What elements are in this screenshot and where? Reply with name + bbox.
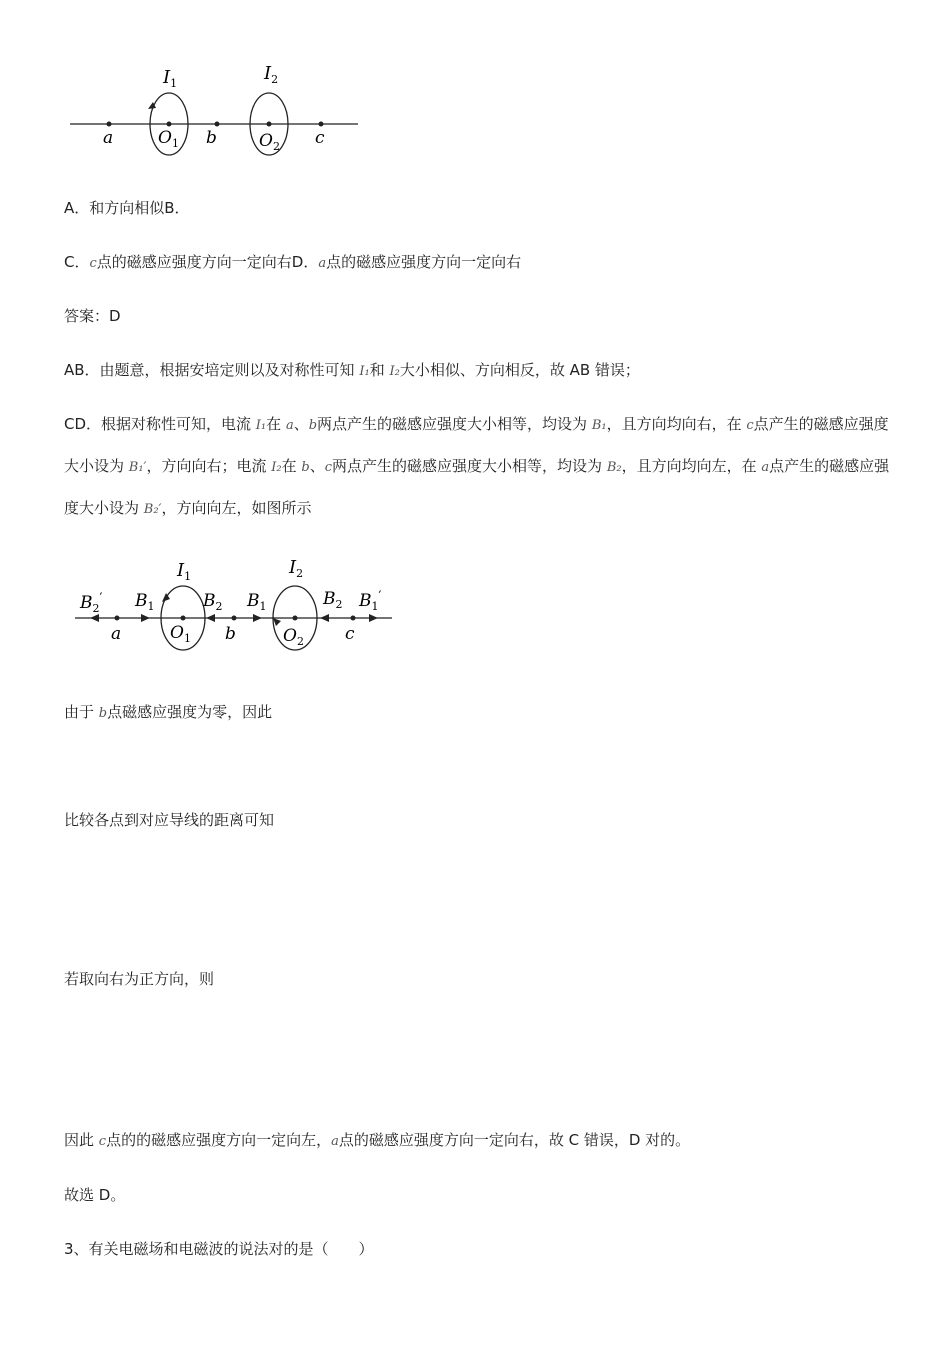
arrow-b2-left-b-icon	[206, 614, 215, 622]
conclusion-text-2: 点的的磁感应强度方向一定向左，	[106, 1131, 332, 1149]
question-3: 3、有关电磁场和电磁波的说法对的是（ ）	[64, 1240, 374, 1258]
text-positive-direction: 若取向右为正方向，则	[64, 970, 215, 988]
point-c	[319, 122, 324, 127]
option-d-var: a	[318, 256, 327, 271]
cd-var-9: c	[324, 460, 333, 475]
cd-text-4: 两点产生的磁感应强度大小相等，均设为	[317, 415, 592, 433]
label-b: b	[225, 624, 236, 644]
point-b	[232, 616, 237, 621]
cd-var-3: b	[308, 418, 318, 433]
cd-text-6: 点产生的磁感应强度大小设为	[64, 415, 889, 475]
option-line-ab	[64, 198, 190, 218]
current-arrow-i2-icon	[273, 618, 281, 626]
conclusion-var-c: c	[98, 1134, 107, 1149]
option-b: B．	[164, 199, 190, 217]
cd-text-3: 、	[293, 415, 309, 433]
figure-1-two-loops	[60, 55, 370, 165]
point-o2	[293, 616, 298, 621]
cd-var-1: I₁	[255, 418, 267, 433]
cd-var-2: a	[285, 418, 294, 433]
label-i2: $I_2$	[264, 63, 279, 86]
figure-2-field-directions	[70, 552, 400, 662]
text-conclusion	[64, 1130, 690, 1152]
conclusion-text-3: 点的磁感应强度方向一定向右，故 C 错误，D 对的。	[338, 1131, 691, 1149]
point-o1	[167, 122, 172, 127]
label-a: a	[103, 128, 114, 148]
label-i2: $I_2$	[289, 557, 304, 580]
text-b-zero	[64, 702, 272, 724]
cd-var-7: I₂	[271, 460, 282, 475]
cd-var-10: B₂	[606, 460, 622, 475]
arrow-b1prime-right-icon	[369, 614, 378, 622]
label-b: b	[206, 128, 217, 148]
label-b1-prime: $B_1'$	[359, 589, 382, 613]
label-c: c	[345, 624, 355, 644]
arrow-b1-right-b-icon	[253, 614, 262, 622]
arrow-b2prime-left-icon	[90, 614, 99, 622]
cd-text-7: ，方向向右；电流	[146, 457, 272, 475]
label-b2-mid: $B_2$	[203, 591, 223, 613]
label-i1: $I_1$	[163, 67, 178, 90]
text-b-1: 由于	[64, 703, 99, 721]
label-o1: $O_1$	[170, 623, 191, 645]
text-b-var: b	[98, 706, 108, 721]
point-b	[215, 122, 220, 127]
label-b1-left: $B_1$	[135, 591, 155, 613]
option-c-var: c	[89, 256, 97, 271]
cd-var-6: B₁′	[128, 460, 147, 475]
cd-var-12: B₂′	[143, 502, 162, 517]
var-i1: I₁	[359, 364, 370, 379]
analysis-ab-text-2: 和	[369, 361, 390, 379]
cd-var-5: c	[746, 418, 754, 433]
label-b2-prime: $B_2'$	[80, 591, 103, 615]
analysis-ab-text-1: AB．由题意，根据安培定则以及对称性可知	[64, 361, 360, 379]
cd-text-1: CD．根据对称性可知，电流	[64, 415, 256, 433]
text-compare: 比较各点到对应导线的距离可知	[64, 811, 275, 829]
text-b-2: 点磁感应强度为零，因此	[107, 703, 273, 721]
cd-text-2: 在	[266, 415, 286, 433]
option-line-cd	[64, 252, 521, 274]
option-d-text: 点的磁感应强度方向一定向右	[326, 253, 522, 271]
point-a	[107, 122, 112, 127]
point-o1	[181, 616, 186, 621]
cd-text-10: 两点产生的磁感应强度大小相等，均设为	[332, 457, 607, 475]
option-c-text: 点的磁感应强度方向一定向右	[96, 253, 292, 271]
point-a	[115, 616, 120, 621]
conclusion-var-a: a	[331, 1134, 339, 1149]
conclusion-text-1: 因此	[64, 1131, 99, 1149]
text-choose: 故选 D。	[64, 1186, 126, 1204]
arrow-b2-left-c-icon	[320, 614, 329, 622]
analysis-cd	[64, 404, 894, 530]
label-o1: $O_1$	[158, 128, 179, 150]
label-a: a	[111, 624, 122, 644]
cd-var-11: a	[761, 460, 770, 475]
analysis-ab-text-3: 大小相似、方向相反，故 AB 错误；	[399, 361, 640, 379]
label-o2: $O_2$	[283, 626, 304, 648]
cd-text-11: ，且方向均向左，在	[621, 457, 762, 475]
answer: 答案：D	[64, 307, 121, 325]
option-d-prefix: D．	[291, 253, 319, 271]
cd-text-12: 点产生的磁感应强度大小设为	[64, 457, 890, 517]
cd-text-13: ，方向向左，如图所示	[161, 499, 312, 517]
point-c	[351, 616, 356, 621]
option-c-prefix: C．	[64, 253, 90, 271]
cd-text-8: 在	[281, 457, 302, 475]
arrow-b1-right-a-icon	[141, 614, 150, 622]
option-a: A．和方向相似	[64, 199, 165, 217]
cd-text-9: 、	[309, 457, 325, 475]
label-b2-right: $B_2$	[323, 589, 343, 611]
label-i1: $I_1$	[177, 560, 192, 583]
label-o2: $O_2$	[259, 131, 280, 153]
var-i2: I₂	[389, 364, 400, 379]
point-o2	[267, 122, 272, 127]
label-b1-mid: $B_1$	[247, 591, 267, 613]
label-c: c	[315, 128, 325, 148]
analysis-ab	[64, 360, 640, 382]
cd-text-5: ，且方向均向右，在	[606, 415, 747, 433]
cd-var-4: B₁	[591, 418, 607, 433]
cd-var-8: b	[301, 460, 310, 475]
